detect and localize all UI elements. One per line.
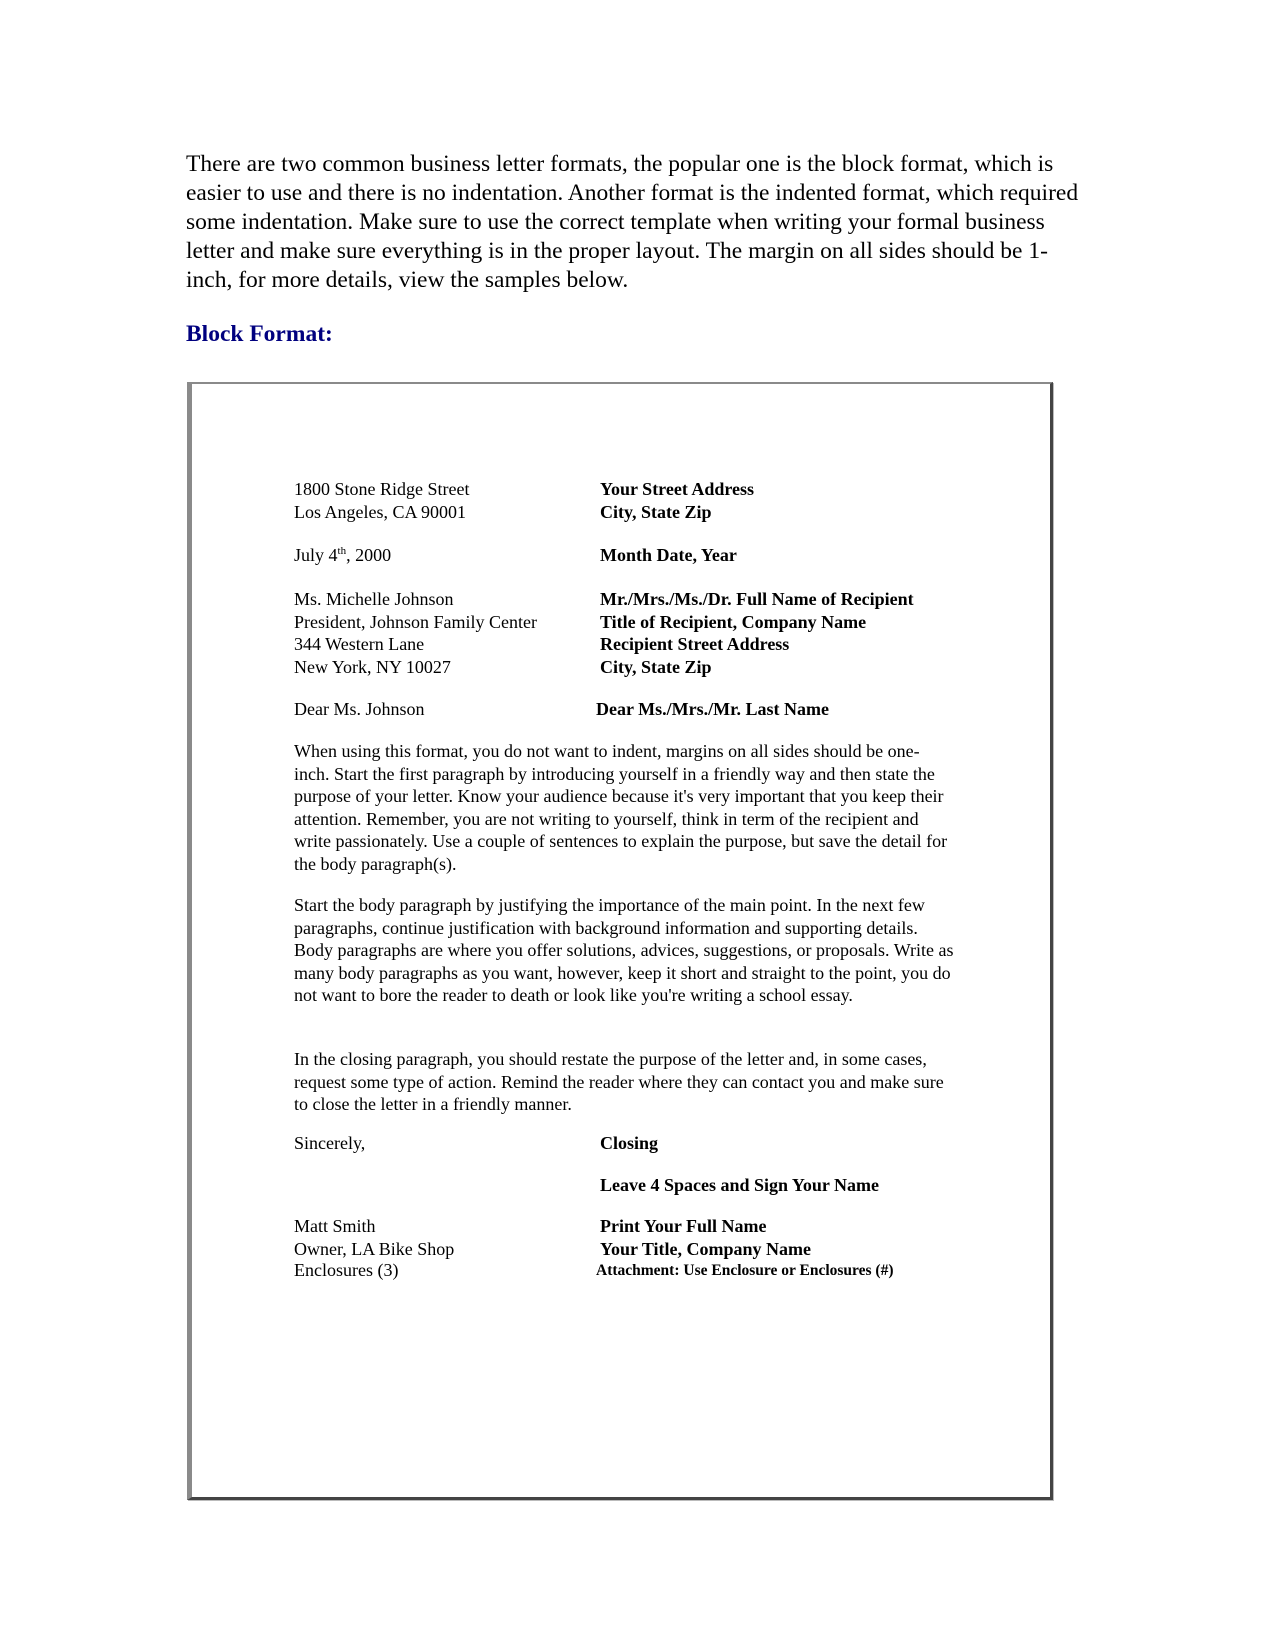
- closing-labels: [600, 1132, 1020, 1155]
- recipient-street-label: Recipient Street Address: [600, 634, 790, 655]
- recipient-name: Ms. Michelle Johnson: [294, 589, 454, 609]
- closing-text: Sincerely,: [294, 1133, 366, 1153]
- salutation-label: Dear Ms./Mrs./Mr. Last Name: [596, 699, 829, 719]
- recipient-title-label: Title of Recipient, Company Name: [600, 611, 867, 632]
- letter-date: [294, 544, 594, 567]
- closing-label: Closing: [600, 1133, 659, 1153]
- recipient-street: 344 Western Lane: [294, 634, 425, 655]
- sample-letter-image: [187, 382, 1053, 1500]
- sender-street: 1800 Stone Ridge Street: [294, 479, 470, 499]
- enclosures-label-block: [596, 1260, 1016, 1283]
- sender-address: [294, 478, 594, 523]
- intro-paragraph: There are two common business letter formats, the popular one is the block format, which is easier to use and there is no indentation. Another format is the indented format, which required some indentation. Make sure to use the correct template when writing your formal business letter and make sure everything is in the proper layout. The margin on all sides should be 1-inch, for more details, view the samples below.: [186, 151, 1079, 293]
- salutation-label-block: [596, 698, 1016, 721]
- signer-title: Owner, LA Bike Shop: [294, 1238, 455, 1259]
- sender-street-label: Your Street Address: [600, 479, 755, 499]
- signer-title-label: Your Title, Company Name: [600, 1238, 812, 1259]
- recipient-city-label: City, State Zip: [600, 656, 712, 677]
- sender-city: Los Angeles, CA 90001: [294, 501, 467, 522]
- recipient-city: New York, NY 10027: [294, 656, 451, 677]
- recipient-labels: [600, 588, 1020, 678]
- enclosures-text: Enclosures (3): [294, 1260, 399, 1280]
- signer-name: Matt Smith: [294, 1216, 376, 1236]
- section-heading: Block Format:: [186, 321, 333, 347]
- recipient-address: [294, 588, 594, 678]
- date-suffix: , 2000: [346, 545, 392, 565]
- enclosures: [294, 1259, 594, 1282]
- sample-letter: [192, 384, 1050, 1497]
- signer-labels: [600, 1215, 1020, 1260]
- sender-city-label: City, State Zip: [600, 501, 712, 522]
- body-paragraph-1: When using this format, you do not want to indent, margins on all sides should be one-inch. Start the first paragraph by introducing yourself in a friendly way and then state the purpose of your letter. Know your audience because it's very important that you keep their attention. Remember, you are not writing to yourself, think in term of the recipient and write passionately. Use a couple of sentences to explain the purpose, but save the detail for the body paragraph(s).: [294, 741, 948, 874]
- signer-name-label: Print Your Full Name: [600, 1216, 767, 1236]
- body-paragraph-2: Start the body paragraph by justifying the importance of the main point. In the next few paragraphs, continue justification with background information and supporting details. Body paragraphs are where you offer solutions, advices, suggestions, or proposals. Write as many body paragraphs as you want, however, keep it short and straight to the point, you do not want to bore the reader to death or look like you're writing a school essay.: [294, 895, 954, 1006]
- sender-address-labels: [600, 478, 1020, 523]
- body-paragraph-3: In the closing paragraph, you should restate the purpose of the letter and, in some cases, request some type of action. Remind the reader where they can contact you and make sure to close the letter in a friendly manner.: [294, 1049, 944, 1115]
- recipient-name-label: Mr./Mrs./Ms./Dr. Full Name of Recipient: [600, 589, 914, 609]
- date-prefix: July 4: [294, 545, 338, 565]
- recipient-title: President, Johnson Family Center: [294, 611, 537, 632]
- signature-label: Leave 4 Spaces and Sign Your Name: [600, 1175, 880, 1195]
- salutation-text: Dear Ms. Johnson: [294, 699, 425, 719]
- salutation: [294, 698, 594, 721]
- closing: [294, 1132, 594, 1155]
- date-sup: th: [337, 545, 347, 557]
- date-label: Month Date, Year: [600, 545, 737, 565]
- enclosures-label: Attachment: Use Enclosure or Enclosures (#): [596, 1262, 894, 1279]
- signer: [294, 1215, 594, 1260]
- date-label-block: [600, 544, 1020, 567]
- signature-label-block: [600, 1174, 1020, 1197]
